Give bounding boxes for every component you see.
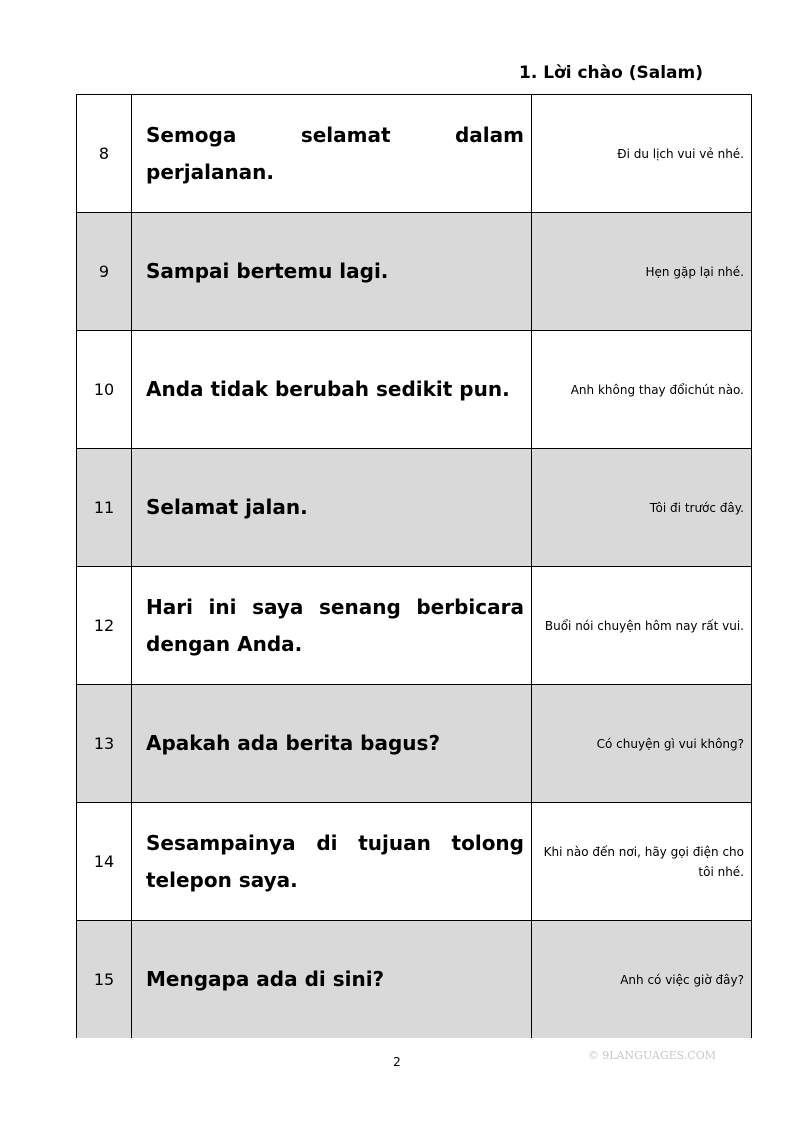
page-number: 2	[393, 1055, 401, 1069]
vietnamese-translation: Anh có việc giờ đây?	[532, 921, 752, 1039]
table-row	[77, 685, 752, 803]
table-row	[77, 213, 752, 331]
indonesian-phrase: Selamat jalan.	[132, 449, 532, 567]
indonesian-phrase: Apakah ada berita bagus?	[132, 685, 532, 803]
table-row	[77, 567, 752, 685]
row-number: 13	[77, 685, 132, 803]
phrase-table	[76, 94, 752, 1038]
row-number: 10	[77, 331, 132, 449]
vietnamese-translation: Khi nào đến nơi, hãy gọi điện cho tôi nhé.	[532, 803, 752, 921]
table-row	[77, 331, 752, 449]
indonesian-phrase: Mengapa ada di sini?	[132, 921, 532, 1039]
row-number: 15	[77, 921, 132, 1039]
indonesian-phrase: Sampai bertemu lagi.	[132, 213, 532, 331]
vietnamese-translation: Buổi nói chuyện hôm nay rất vui.	[532, 567, 752, 685]
table-row	[77, 921, 752, 1039]
indonesian-phrase: Hari ini saya senang berbicara dengan Anda.	[132, 567, 532, 685]
row-number: 8	[77, 95, 132, 213]
row-number: 11	[77, 449, 132, 567]
vietnamese-translation: Tôi đi trước đây.	[532, 449, 752, 567]
watermark: © 9LANGUAGES.COM	[587, 1049, 716, 1062]
vietnamese-translation: Anh không thay đổichút nào.	[532, 331, 752, 449]
indonesian-phrase: Anda tidak berubah sedikit pun.	[132, 331, 532, 449]
indonesian-phrase: Semoga selamat dalam perjalanan.	[132, 95, 532, 213]
row-number: 14	[77, 803, 132, 921]
section-title: 1. Lời chào (Salam)	[519, 63, 703, 83]
vietnamese-translation: Hẹn gặp lại nhé.	[532, 213, 752, 331]
vietnamese-translation: Đi du lịch vui vẻ nhé.	[532, 95, 752, 213]
indonesian-phrase: Sesampainya di tujuan tolong telepon saya.	[132, 803, 532, 921]
table-row	[77, 803, 752, 921]
table-row	[77, 95, 752, 213]
row-number: 12	[77, 567, 132, 685]
table-row	[77, 449, 752, 567]
vietnamese-translation: Có chuyện gì vui không?	[532, 685, 752, 803]
row-number: 9	[77, 213, 132, 331]
